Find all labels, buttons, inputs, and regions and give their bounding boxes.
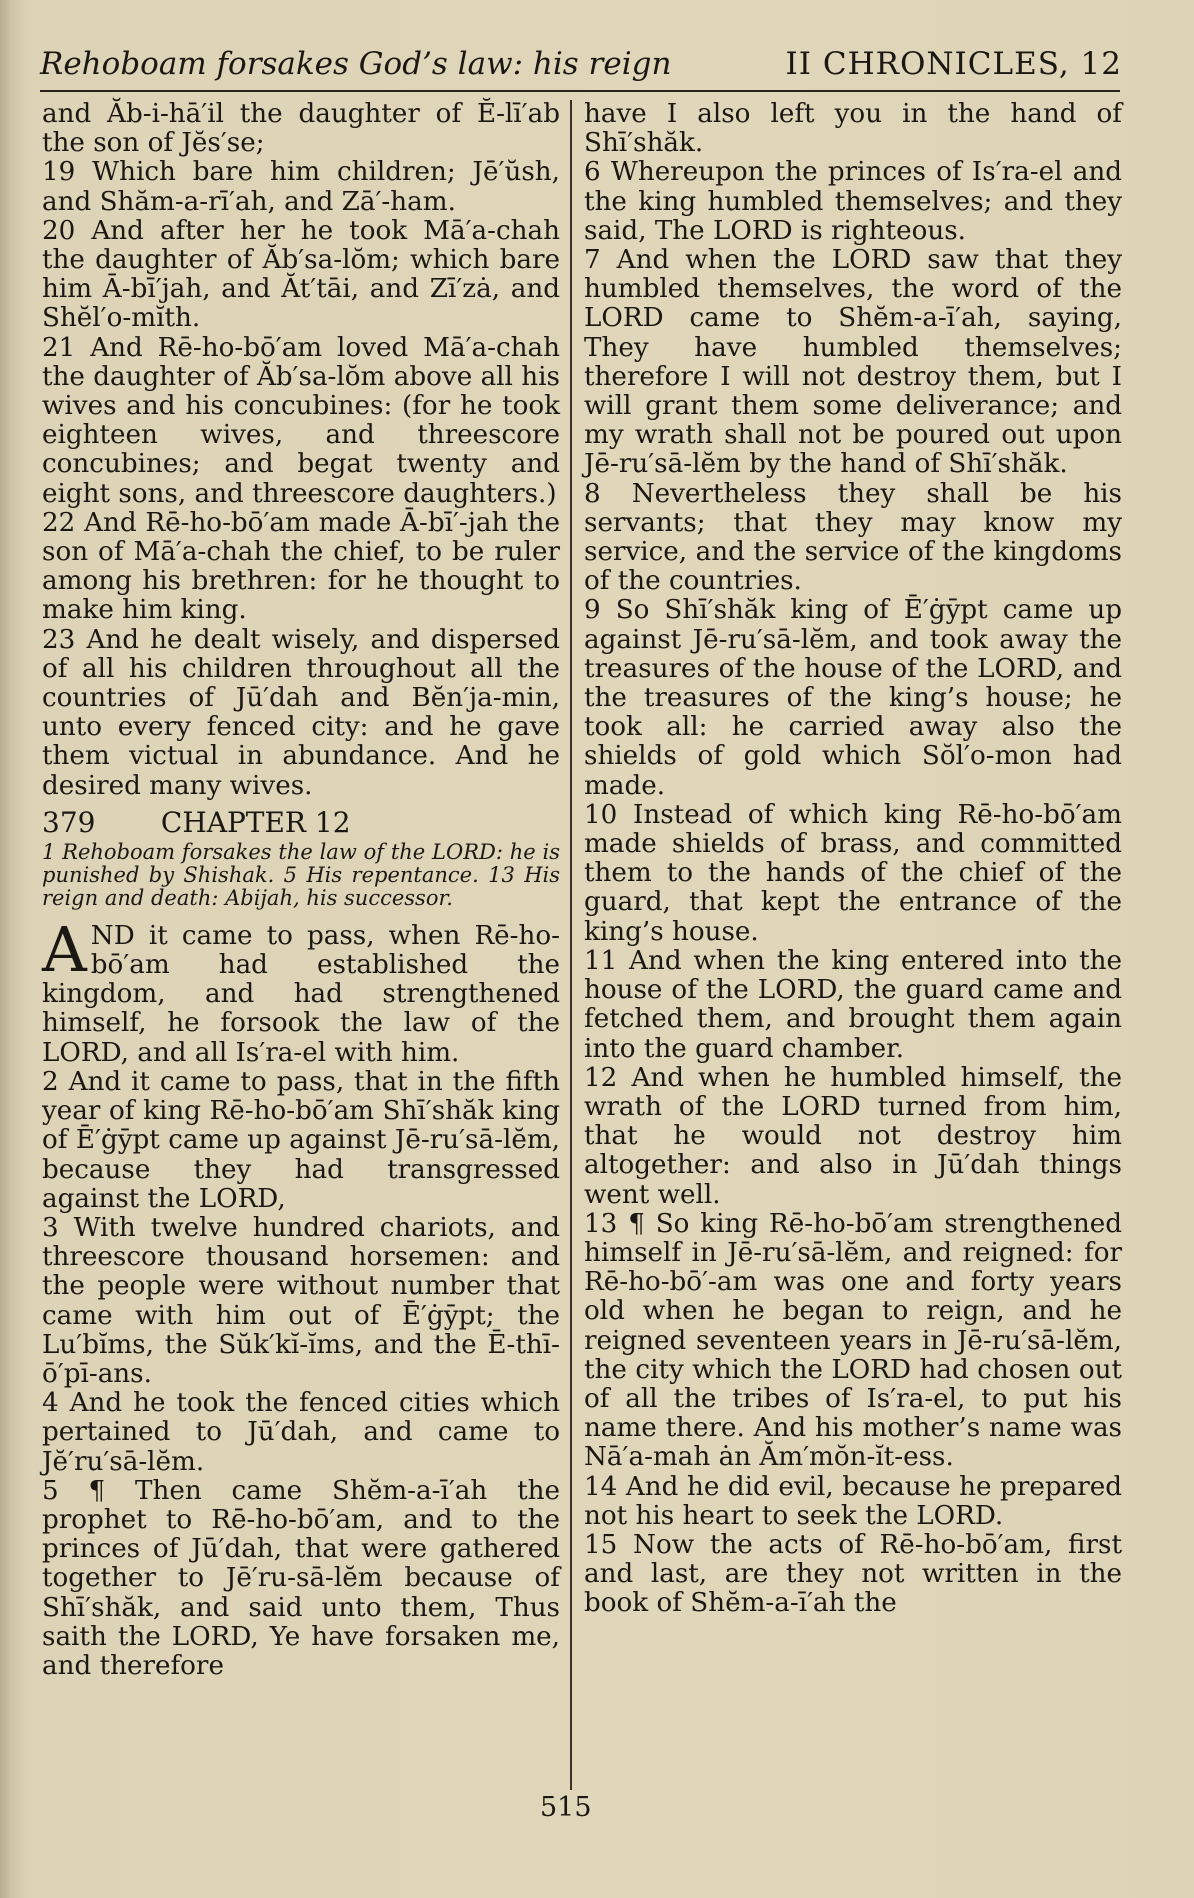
verse-paragraph: 12 And when he humbled himself, the wrath of the LORD turned from him, that he would not destroy him altogether: and also in Jū′dah things went well. [584, 1062, 1122, 1210]
verse-paragraph: 2 And it came to pass, that in the fifth year of king Rē-ho-bō′am Shī′shăk king of Ē′ġȳpt came up against Jē-ru′sā-lĕm, because they had transgressed against the LORD, [42, 1066, 560, 1214]
chapter-summary: 1 Rehoboam forsakes the law of the LORD: he is punished by Shishak. 5 His repentance. 13 His reign and death: Abijah, his successor. [42, 839, 560, 910]
book-chapter-reference: II CHRONICLES, 12 [785, 46, 1122, 82]
verse-paragraph: have I also left you in the hand of Shī′shăk. [584, 99, 1122, 159]
chapter-heading [42, 807, 560, 839]
verse-paragraph: 5 ¶ Then came Shĕm-a-ī′ah the prophet to Rē-ho-bō′am, and to the princes of Jū′dah, that were gathered together to Jē′ru-sā-lĕm because of Shī′shăk, and said unto them, Thus saith the LORD, Ye have forsaken me, and therefore [42, 1475, 560, 1681]
right-column [584, 100, 1122, 1619]
verse-paragraph: 7 And when the LORD saw that they humbled themselves, the word of the LORD came to Shĕm-a-ī′ah, saying, They have humbled themselves; therefore I will not destroy them, but I will grant them some deliverance; and my wrath shall not be poured out upon Jē-ru′sā-lĕm by the hand of Shī′shăk. [584, 245, 1122, 480]
verse-paragraph: 23 And he dealt wisely, and dispersed of all his children throughout all the countries of Jū′dah and Bĕn′ja-min, unto every fenced city: and he gave them victual in abundance. And he desired many wives. [42, 624, 560, 801]
first-verse-text: ND it came to pass, when Rē-ho-bō′am had established the kingdom, and had strengthened himself, he forsook the law of the LORD, and all Is′ra-el with him. [42, 920, 560, 1068]
page-header [40, 40, 1120, 92]
verse-paragraph: 3 With twelve hundred chariots, and threescore thousand horsemen: and the people were without number that came with him out of Ē′ġȳpt; the Lu′bĭms, the Sŭk′kĭ-ĭms, and the Ē-thī-ō′pī-ans. [42, 1212, 560, 1389]
verse-paragraph: 14 And he did evil, because he prepared not his heart to seek the LORD. [584, 1471, 1122, 1531]
left-column [42, 100, 560, 1681]
chapter-ref-number: 379 [42, 805, 96, 839]
verse-paragraph: and Ăb-i-hā′il the daughter of Ĕ-lī′ab the son of Jĕs′se; [42, 99, 560, 159]
verse-paragraph: 6 Whereupon the princes of Is′ra-el and the king humbled themselves; and they said, The LORD is righteous. [584, 157, 1122, 246]
chapter-first-verse [42, 912, 560, 1068]
verse-paragraph: 21 And Rē-ho-bō′am loved Mā′a-chah the daughter of Ăb′sa-lŏm above all his wives and his concubines: (for he took eighteen wives, and threescore concubines; and begat twenty and eight sons, and threescore daughters.) [42, 332, 560, 509]
page-number: 515 [540, 1792, 592, 1823]
verse-paragraph: 15 Now the acts of Rē-ho-bō′am, first and last, are they not written in the book of Shĕm-a-ī′ah the [584, 1529, 1122, 1619]
column-divider [570, 100, 572, 1790]
verse-paragraph: 10 Instead of which king Rē-ho-bō′am made shields of brass, and committed them to the hands of the chief of the guard, that kept the entrance of the king’s house. [584, 799, 1122, 947]
verse-paragraph: 8 Nevertheless they shall be his servants; that they may know my service, and the service of the kingdoms of the countries. [584, 478, 1122, 597]
verse-paragraph: 4 And he took the fenced cities which pertained to Jū′dah, and came to Jĕ′ru′sā-lĕm. [42, 1388, 560, 1477]
running-head: Rehoboam forsakes God’s law: his reign [40, 46, 672, 82]
chapter-title: CHAPTER 12 [160, 805, 351, 839]
verse-paragraph: 22 And Rē-ho-bō′am made Ā-bī′-jah the son of Mā′a-chah the chief, to be ruler among his brethren: for he thought to make him king. [42, 507, 560, 626]
verse-paragraph: 9 So Shī′shăk king of Ē′ġȳpt came up against Jē-ru′sā-lĕm, and took away the treasures of the house of the LORD, and the treasures of the king’s house; he took all: he carried away also the shields of gold which Sŏl′o-mon had made. [584, 595, 1122, 801]
verse-paragraph: 11 And when the king entered into the house of the LORD, the guard came and fetched them, and brought them again into the guard chamber. [584, 945, 1122, 1064]
verse-paragraph: 19 Which bare him children; Jē′ŭsh, and Shăm-a-rī′ah, and Zā′-ham. [42, 157, 560, 217]
verse-paragraph: 13 ¶ So king Rē-ho-bō′am strengthened himself in Jē-ru′sā-lĕm, and reigned: for Rē-ho-bō′-am was one and forty years old when he began to reign, and he reigned seventeen years in Jē-ru′sā-lĕm, the city which the LORD had chosen out of all the tribes of Is′ra-el, to put his name there. And his mother’s name was Nā′a-mah ȧn Ăm′mŏn-ĭt-ess. [584, 1208, 1122, 1473]
verse-paragraph: 20 And after her he took Mā′a-chah the daughter of Ăb′sa-lŏm; which bare him Ā-bī′jah, and Ăt′tāi, and Zī′zȧ, and Shĕl′o-mĭth. [42, 215, 560, 334]
drop-cap: A [42, 912, 87, 986]
